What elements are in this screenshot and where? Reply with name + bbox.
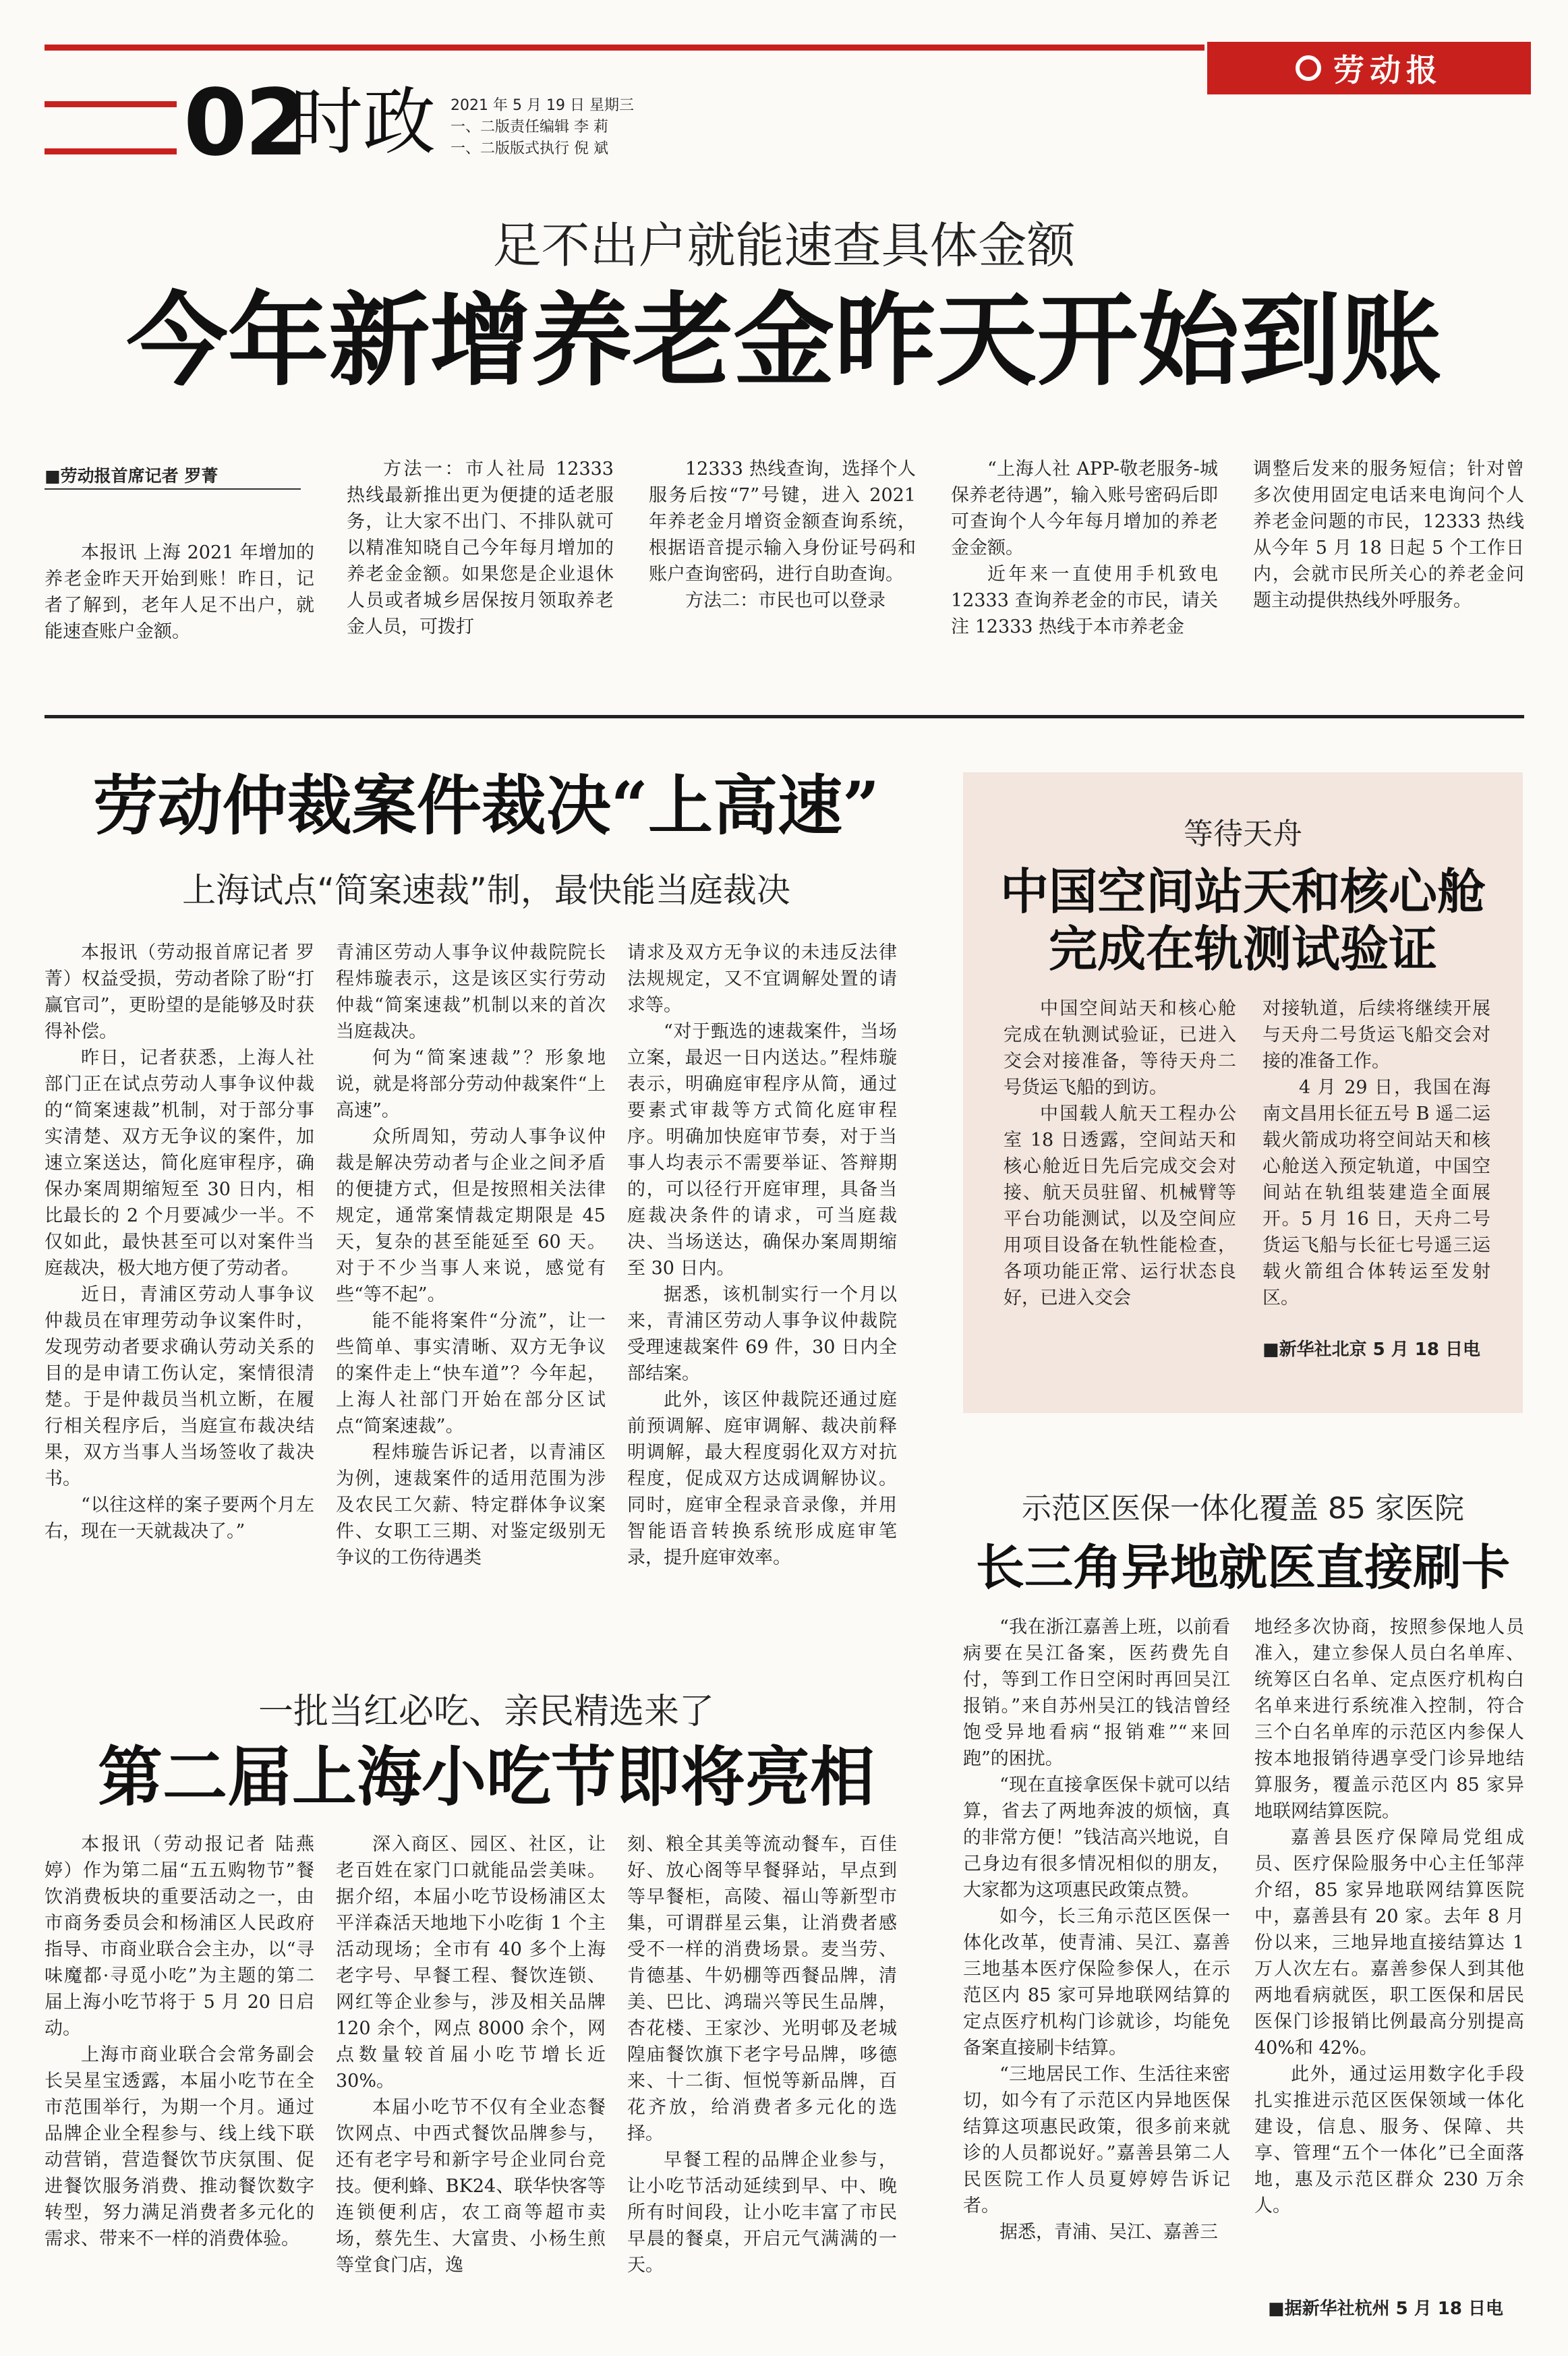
editor-line: 一、二版责任编辑 李 莉 <box>451 119 608 136</box>
layout-line: 一、二版版式执行 倪 斌 <box>451 140 608 157</box>
article1-col-2 <box>347 456 614 679</box>
article1-headline: 今年新增养老金昨天开始到账 <box>126 281 1442 400</box>
paragraph: 方法一：市人社局 12333 热线最新推出更为便捷的适老服务，让大家不出门、不排队就可以精准知晓自己今年每月增加的养老金金额。如果您是企业退休人员或者城乡居保按月领取养老金人员，可拨打 <box>347 459 614 637</box>
paragraph: 12333 热线查询，选择个人服务后按“7”号键，进入 2021 年养老金月增资金额查询系统，根据语音提示输入身份证号码和账户查询密码，进行自助查询。 <box>649 459 916 585</box>
masthead-top-rule <box>45 45 1204 51</box>
paragraph: 青浦区劳动人事争议仲裁院院长程炜璇表示，这是该区实行劳动仲裁“简案速裁”机制以来的首次当庭裁决。 <box>336 942 606 1042</box>
article5-col-1 <box>45 1831 314 2317</box>
paragraph: 程炜璇告诉记者，以青浦区为例，速裁案件的适用范围为涉及农民工欠薪、特定群体争议案件、女职工三期、对鉴定级别无争议的工伤待遇类 <box>336 1442 606 1568</box>
article4-signoff: ■据新华社杭州 5 月 18 日电 <box>1268 2299 1504 2319</box>
paragraph: 调整后发来的服务短信；针对曾多次使用固定电话来电询问个人养老金问题的市民，12333 热线从今年 5 月 18 日起 5 个工作日内，会就市民所关心的养老金问题主动提供热线外呼服务。 <box>1253 459 1524 611</box>
paragraph: 上海市商业联合会常务副会长吴星宝透露，本届小吃节在全市范围举行，为期一个月。通过品牌企业全程参与、线上线下联动营销，营造餐饮节庆氛围、促进餐饮服务消费、推动餐饮数字转型，努力满足消费者多元化的需求、带来不一样的消费体验。 <box>45 2044 314 2249</box>
paragraph: 深入商区、园区、社区，让老百姓在家门口就能品尝美味。据介绍，本届小吃节设杨浦区太平洋森活天地地下小吃街 1 个主活动现场；全市有 40 多个上海老字号、早餐工程、餐饮连锁、网红等企业参与，涉及相关品牌 120 余个，网点 8000 余个，网点数量较首届小吃节增长近 30%。 <box>336 1834 606 2092</box>
article4-kicker: 示范区医保一体化覆盖 85 家医院 <box>1022 1491 1464 1526</box>
paragraph: “以往这样的案子要两个月左右，现在一天就裁决了。” <box>45 1495 314 1542</box>
section-divider <box>45 715 1524 718</box>
paragraph: 本报讯（劳动报首席记者 罗菁）权益受损，劳动者除了盼“打赢官司”，更盼望的是能够及时获得补偿。 <box>45 942 314 1042</box>
paragraph: “三地居民工作、生活往来密切，如今有了示范区内异地医保结算这项惠民政策，很多前来就诊的人员都说好。”嘉善县第二人民医院工作人员夏婷婷告诉记者。 <box>963 2064 1230 2216</box>
article3-col-1 <box>1004 996 1236 1360</box>
paragraph: 本报讯（劳动报记者 陆燕婷）作为第二届“五五购物节”餐饮消费板块的重要活动之一，由市商务委员会和杨浦区人民政府指导、市商业联合会主办，以“寻味魔都·寻觅小吃”为主题的第二届上海小吃节将于 5 月 20 日启动。 <box>45 1834 314 2039</box>
paragraph: 能不能将案件“分流”，让一些简单、事实清晰、双方无争议的案件走上“快车道”？今年起，上海人社部门开始在部分区试点“简案速裁”。 <box>336 1311 606 1437</box>
paragraph: 据悉，青浦、吴江、嘉善三 <box>999 2222 1218 2243</box>
article3-headline-line1: 中国空间站天和核心舱 <box>999 863 1486 920</box>
logo-text: 劳动报 <box>1333 52 1443 88</box>
article4-col-2 <box>1254 1614 1524 2289</box>
paragraph: 本报讯 上海 2021 年增加的养老金昨天开始到账！昨日，记者了解到，老年人足不出户，就能速查账户金额。 <box>45 542 314 642</box>
paragraph: 如今，长三角示范区医保一体化改革，使青浦、吴江、嘉善三地基本医疗保险参保人，在示范区内 85 家可异地联网结算的定点医疗机构门诊就诊，均能免备案直接刷卡结算。 <box>963 1906 1230 2059</box>
paragraph: 中国载人航天工程办公室 18 日透露，空间站天和核心舱近日先后完成交会对接、航天员驻留、机械臂等平台功能测试，以及空间应用项目设备在轨性能检查，各项功能正常、运行状态良好，已进入交会 <box>1004 1103 1236 1309</box>
article2-subhead: 上海试点“简案速裁”制，最快能当庭裁决 <box>182 871 790 910</box>
paragraph: 4 月 29 日，我国在海南文昌用长征五号 B 遥二运载火箭成功将空间站天和核心舱送入预定轨道，中国空间站在轨组装建造全面展开。5 月 16 日，天舟二号货运飞船与长征七号遥三运载火箭组合体转运至发射区。 <box>1262 1077 1490 1309</box>
paragraph: 据悉，该机制实行一个月以来，青浦区劳动人事争议仲裁院受理速裁案件 69 件，30 日内全部结案。 <box>627 1284 897 1384</box>
article1-col-4 <box>951 456 1218 679</box>
paragraph: “我在浙江嘉善上班，以前看病要在吴江备案，医药费先自付，等到工作日空闲时再回吴江报销。”来自苏州吴江的钱洁曾经饱受异地看病“报销难”“来回跑”的困扰。 <box>963 1617 1230 1769</box>
article2-headline: 劳动仲裁案件裁决“上高速” <box>92 768 880 844</box>
article1-kicker: 足不出户就能速查具体金额 <box>492 217 1076 274</box>
paragraph: 早餐工程的品牌企业参与，让小吃节活动延续到早、中、晚所有时间段，让小吃丰富了市民早晨的餐桌，开启元气满满的一天。 <box>627 2150 897 2276</box>
article3-signoff: ■新华社北京 5 月 18 日电 <box>1262 1340 1481 1360</box>
paragraph: 此外，该区仲裁院还通过庭前预调解、庭审调解、裁决前释明调解，最大程度弱化双方对抗程度，促成双方达成调解协议。同时，庭审全程录音录像，并用智能语音转换系统形成庭审笔录，提升庭审效率。 <box>627 1389 897 1568</box>
newspaper-logo[interactable] <box>1207 42 1531 94</box>
byline-rule <box>45 488 301 490</box>
paragraph: 中国空间站天和核心舱完成在轨测试验证，已进入交会对接准备，等待天舟二号货运飞船的到访。 <box>1004 998 1236 1098</box>
paragraph: 请求及双方无争议的未违反法律法规规定，又不宜调解处置的请求等。 <box>627 942 897 1016</box>
paragraph: 本届小吃节不仅有全业态餐饮网点、中西式餐饮品牌参与，还有老字号和新字号企业同台竞技。便利蜂、BK24、联华快客等连锁便利店，农工商等超市卖场，蔡先生、大富贵、小杨生煎等堂食门店，逸 <box>336 2097 606 2276</box>
paragraph: 刻、粮全其美等流动餐车，百佳好、放心阁等早餐驿站，早点到等早餐柜，高陵、福山等新型市集，可谓群星云集，让消费者感受不一样的消费场景。麦当劳、肯德基、牛奶棚等西餐品牌，清美、巴比、鸿瑞兴等民生品牌，杏花楼、王家沙、光明邨及老城隍庙餐饮旗下老字号品牌，哆德来、十二街、恒悦等新品牌，百花齐放，给消费者多元化的选择。 <box>627 1834 897 2144</box>
page-number: 02 <box>183 70 306 177</box>
paragraph: 何为“简案速裁”？形象地说，就是将部分劳动仲裁案件“上高速”。 <box>336 1047 606 1121</box>
paragraph: 嘉善县医疗保障局党组成员、医疗保险服务中心主任邹萍介绍，85 家异地联网结算医院中，嘉善县有 20 家。去年 8 月份以来，三地异地直接结算达 1 万人次左右。嘉善参保人到其他两地看病就医，职工医保和居民医保门诊报销比例最高分别提高 40%和 42%。 <box>1254 1827 1524 2059</box>
paragraph: 地经多次协商，按照参保地人员准入，建立参保人员白名单库、统筹区白名单、定点医疗机构白名单来进行系统准入控制，符合三个白名单库的示范区内参保人按本地报销待遇享受门诊异地结算服务，覆盖示范区内 85 家异地联网结算医院。 <box>1254 1617 1524 1822</box>
masthead-left-bar <box>45 101 177 107</box>
article3-headline-line2: 完成在轨测试验证 <box>1048 920 1437 977</box>
newspaper-logo-icon <box>1296 55 1321 81</box>
article3-kicker: 等待天舟 <box>1184 817 1302 851</box>
paragraph: 众所周知，劳动人事争议仲裁是解决劳动者与企业之间矛盾的便捷方式，但是按照相关法律规定，通常案情裁定期限是 45 天，复杂的甚至能延至 60 天。对于不少当事人来说，感觉有些“等不起”。 <box>336 1126 606 1305</box>
date-line: 2021 年 5 月 19 日 星期三 <box>451 97 634 114</box>
article5-kicker: 一批当红必吃、亲民精选来了 <box>258 1692 714 1732</box>
article2-col-1 <box>45 940 314 1621</box>
article4-col-1 <box>963 1614 1230 2316</box>
article3-col-2 <box>1262 996 1490 1340</box>
article5-col-2 <box>336 1831 606 2317</box>
article2-col-2 <box>336 940 606 1621</box>
section-title: 时政 <box>290 80 436 165</box>
paragraph: “上海人社 APP-敬老服务-城保养老待遇”，输入账号密码后即可查询个人今年每月增加的养老金金额。 <box>951 459 1218 558</box>
article5-headline: 第二届上海小吃节即将亮相 <box>98 1739 875 1815</box>
paragraph: 对接轨道，后续将继续开展与天舟二号货运飞船交会对接的准备工作。 <box>1262 998 1490 1072</box>
article1-col-3 <box>649 456 916 679</box>
paragraph: “对于甄选的速裁案件，当场立案，最迟一日内送达。”程炜璇表示，明确庭审程序从简，通过要素式审裁等方式简化庭审程序。明确加快庭审节奏，对于当事人均表示不需要举证、答辩期的，可以径行开庭审理，具备当庭裁决条件的请求，可当庭裁决、当场送达，确保办案周期缩至 30 日内。 <box>627 1021 897 1279</box>
article4-headline: 长三角异地就医直接刷卡 <box>975 1539 1510 1596</box>
article1-byline: ■劳动报首席记者 罗菁 <box>45 466 219 486</box>
article5-col-3 <box>627 1831 897 2317</box>
masthead-left-bar-2 <box>45 148 177 154</box>
article1-col-1 <box>45 540 314 674</box>
paragraph: 近年来一直使用手机致电 12333 查询养老金的市民，请关注 12333 热线于本市养老金 <box>951 564 1218 637</box>
paragraph: 昨日，记者获悉，上海人社部门正在试点劳动人事争议仲裁的“简案速裁”机制，对于部分事实清楚、双方无争议的案件，加速立案送达，简化庭审程序，确保办案周期缩短至 30 日内，相比最长的 2 个月要减少一半。不仅如此，最快甚至可以对案件当庭裁决，极大地方便了劳动者。 <box>45 1047 314 1279</box>
paragraph: 近日，青浦区劳动人事争议仲裁员在审理劳动争议案件时，发现劳动者要求确认劳动关系的目的是申请工伤认定，案情很清楚。于是仲裁员当机立断，在履行相关程序后，当庭宣布裁决结果，双方当事人当场签收了裁决书。 <box>45 1284 314 1489</box>
paragraph: 此外，通过运用数字化手段扎实推进示范区医保领域一体化建设，信息、服务、保障、共享、管理“五个一体化”已全面落地，惠及示范区群众 230 万余人。 <box>1254 2064 1524 2216</box>
paragraph: 方法二：市民也可以登录 <box>685 590 885 611</box>
article1-col-5 <box>1253 456 1524 679</box>
article2-col-3 <box>627 940 897 1621</box>
paragraph: “现在直接拿医保卡就可以结算，省去了两地奔波的烦恼，真的非常方便！”钱洁高兴地说，自己身边有很多情况相似的朋友，大家都为这项惠民政策点赞。 <box>963 1775 1230 1901</box>
